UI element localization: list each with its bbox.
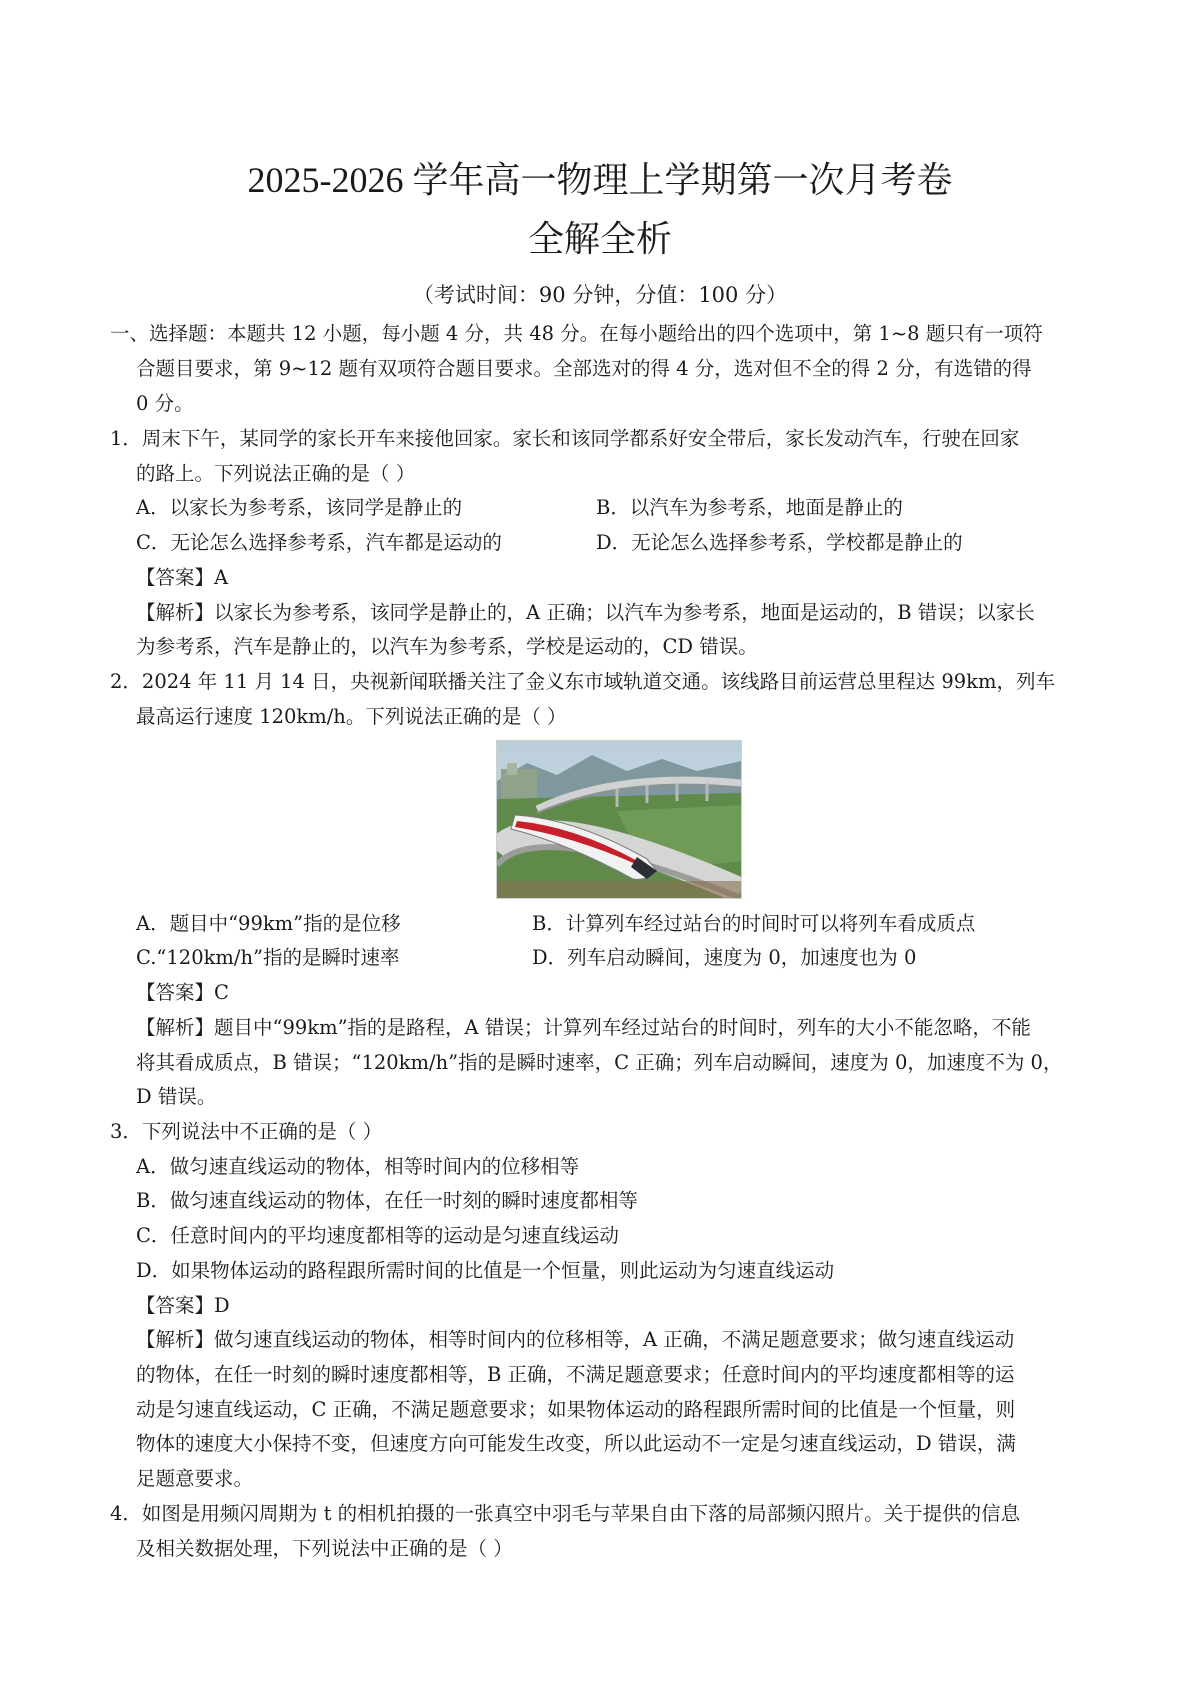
analysis-line: 物体的速度大小保持不变，但速度方向可能发生改变，所以此运动不一定是匀速直线运动，D 错误，满: [136, 1432, 1016, 1455]
answer: 【答案】C: [136, 981, 229, 1004]
section-intro-line: 合题目要求，第 9~12 题有双项符合题目要求。全部选对的得 4 分，选对但不全的得 2 分，有选错的得: [136, 357, 1032, 380]
question-stem: 2．2024 年 11 月 14 日，央视新闻联播关注了金义东市域轨道交通。该线路目前运营总里程达 99km，列车: [110, 670, 1055, 693]
section-intro-line: 一、选择题：本题共 12 小题，每小题 4 分，共 48 分。在每小题给出的四个选项中，第 1~8 题只有一项符: [110, 322, 1043, 345]
option-b: B．计算列车经过站台的时间时可以将列车看成质点: [532, 912, 976, 935]
answer: 【答案】A: [136, 566, 229, 589]
option-b: B．做匀速直线运动的物体，在任一时刻的瞬时速度都相等: [136, 1189, 638, 1212]
analysis-line: 动是匀速直线运动，C 正确，不满足题意要求；如果物体运动的路程跟所需时间的比值是一个恒量，则: [136, 1398, 1016, 1421]
option-d: D．如果物体运动的路程跟所需时间的比值是一个恒量，则此运动为匀速直线运动: [136, 1259, 835, 1282]
option-c: C.“120km/h”指的是瞬时速率: [136, 946, 400, 969]
analysis-line: 【解析】做匀速直线运动的物体，相等时间内的位移相等，A 正确，不满足题意要求；做匀速直线运动: [136, 1328, 1015, 1351]
option-a: A．题目中“99km”指的是位移: [136, 912, 401, 935]
question-stem: 4．如图是用频闪周期为 t 的相机拍摄的一张真空中羽毛与苹果自由下落的局部频闪照片。关于提供的信息: [110, 1502, 1021, 1525]
analysis-line: 为参考系，汽车是静止的，以汽车为参考系，学校是运动的，CD 错误。: [136, 635, 758, 658]
page-subtitle: 全解全析: [527, 219, 672, 259]
option-a: A．以家长为参考系，该同学是静止的: [136, 496, 463, 519]
analysis-line: D 错误。: [136, 1085, 217, 1108]
analysis-line: 【解析】题目中“99km”指的是路程，A 错误；计算列车经过站台的时间时，列车的大小不能忽略，不能: [136, 1016, 1031, 1039]
analysis-line: 足题意要求。: [136, 1467, 254, 1490]
option-c: C．无论怎么选择参考系，汽车都是运动的: [136, 531, 502, 554]
question-stem: 1．周末下午，某同学的家长开车来接他回家。家长和该同学都系好安全带后，家长发动汽车，行驶在回家: [110, 427, 1020, 450]
option-c: C．任意时间内的平均速度都相等的运动是匀速直线运动: [136, 1224, 619, 1247]
option-d: D．列车启动瞬间，速度为 0，加速度也为 0: [532, 946, 917, 969]
train-photo-icon: [496, 740, 742, 899]
analysis-line: 的物体，在任一时刻的瞬时速度都相等，B 正确，不满足题意要求；任意时间内的平均速度都相等的运: [136, 1363, 1015, 1386]
question-stem: 及相关数据处理，下列说法中正确的是（ ）: [136, 1537, 513, 1560]
question-stem: 3．下列说法中不正确的是（ ）: [110, 1120, 383, 1143]
analysis-line: 将其看成质点，B 错误；“120km/h”指的是瞬时速率，C 正确；列车启动瞬间，速度为 0，加速度不为 0，: [136, 1051, 1063, 1074]
question-stem: 的路上。下列说法正确的是（ ）: [136, 462, 416, 485]
option-b: B．以汽车为参考系，地面是静止的: [596, 496, 903, 519]
option-a: A．做匀速直线运动的物体，相等时间内的位移相等: [136, 1155, 580, 1178]
question-stem: 最高运行速度 120km/h。下列说法正确的是（ ）: [136, 705, 567, 728]
answer: 【答案】D: [136, 1294, 230, 1317]
page-title: 2025-2026 学年高一物理上学期第一次月考卷: [247, 160, 953, 200]
exam-info: （考试时间：90 分钟，分值：100 分）: [412, 283, 788, 307]
analysis-line: 【解析】以家长为参考系，该同学是静止的，A 正确；以汽车为参考系，地面是运动的，B 错误；以家长: [136, 601, 1035, 624]
option-d: D．无论怎么选择参考系，学校都是静止的: [596, 531, 963, 554]
section-intro-line: 0 分。: [136, 392, 194, 415]
